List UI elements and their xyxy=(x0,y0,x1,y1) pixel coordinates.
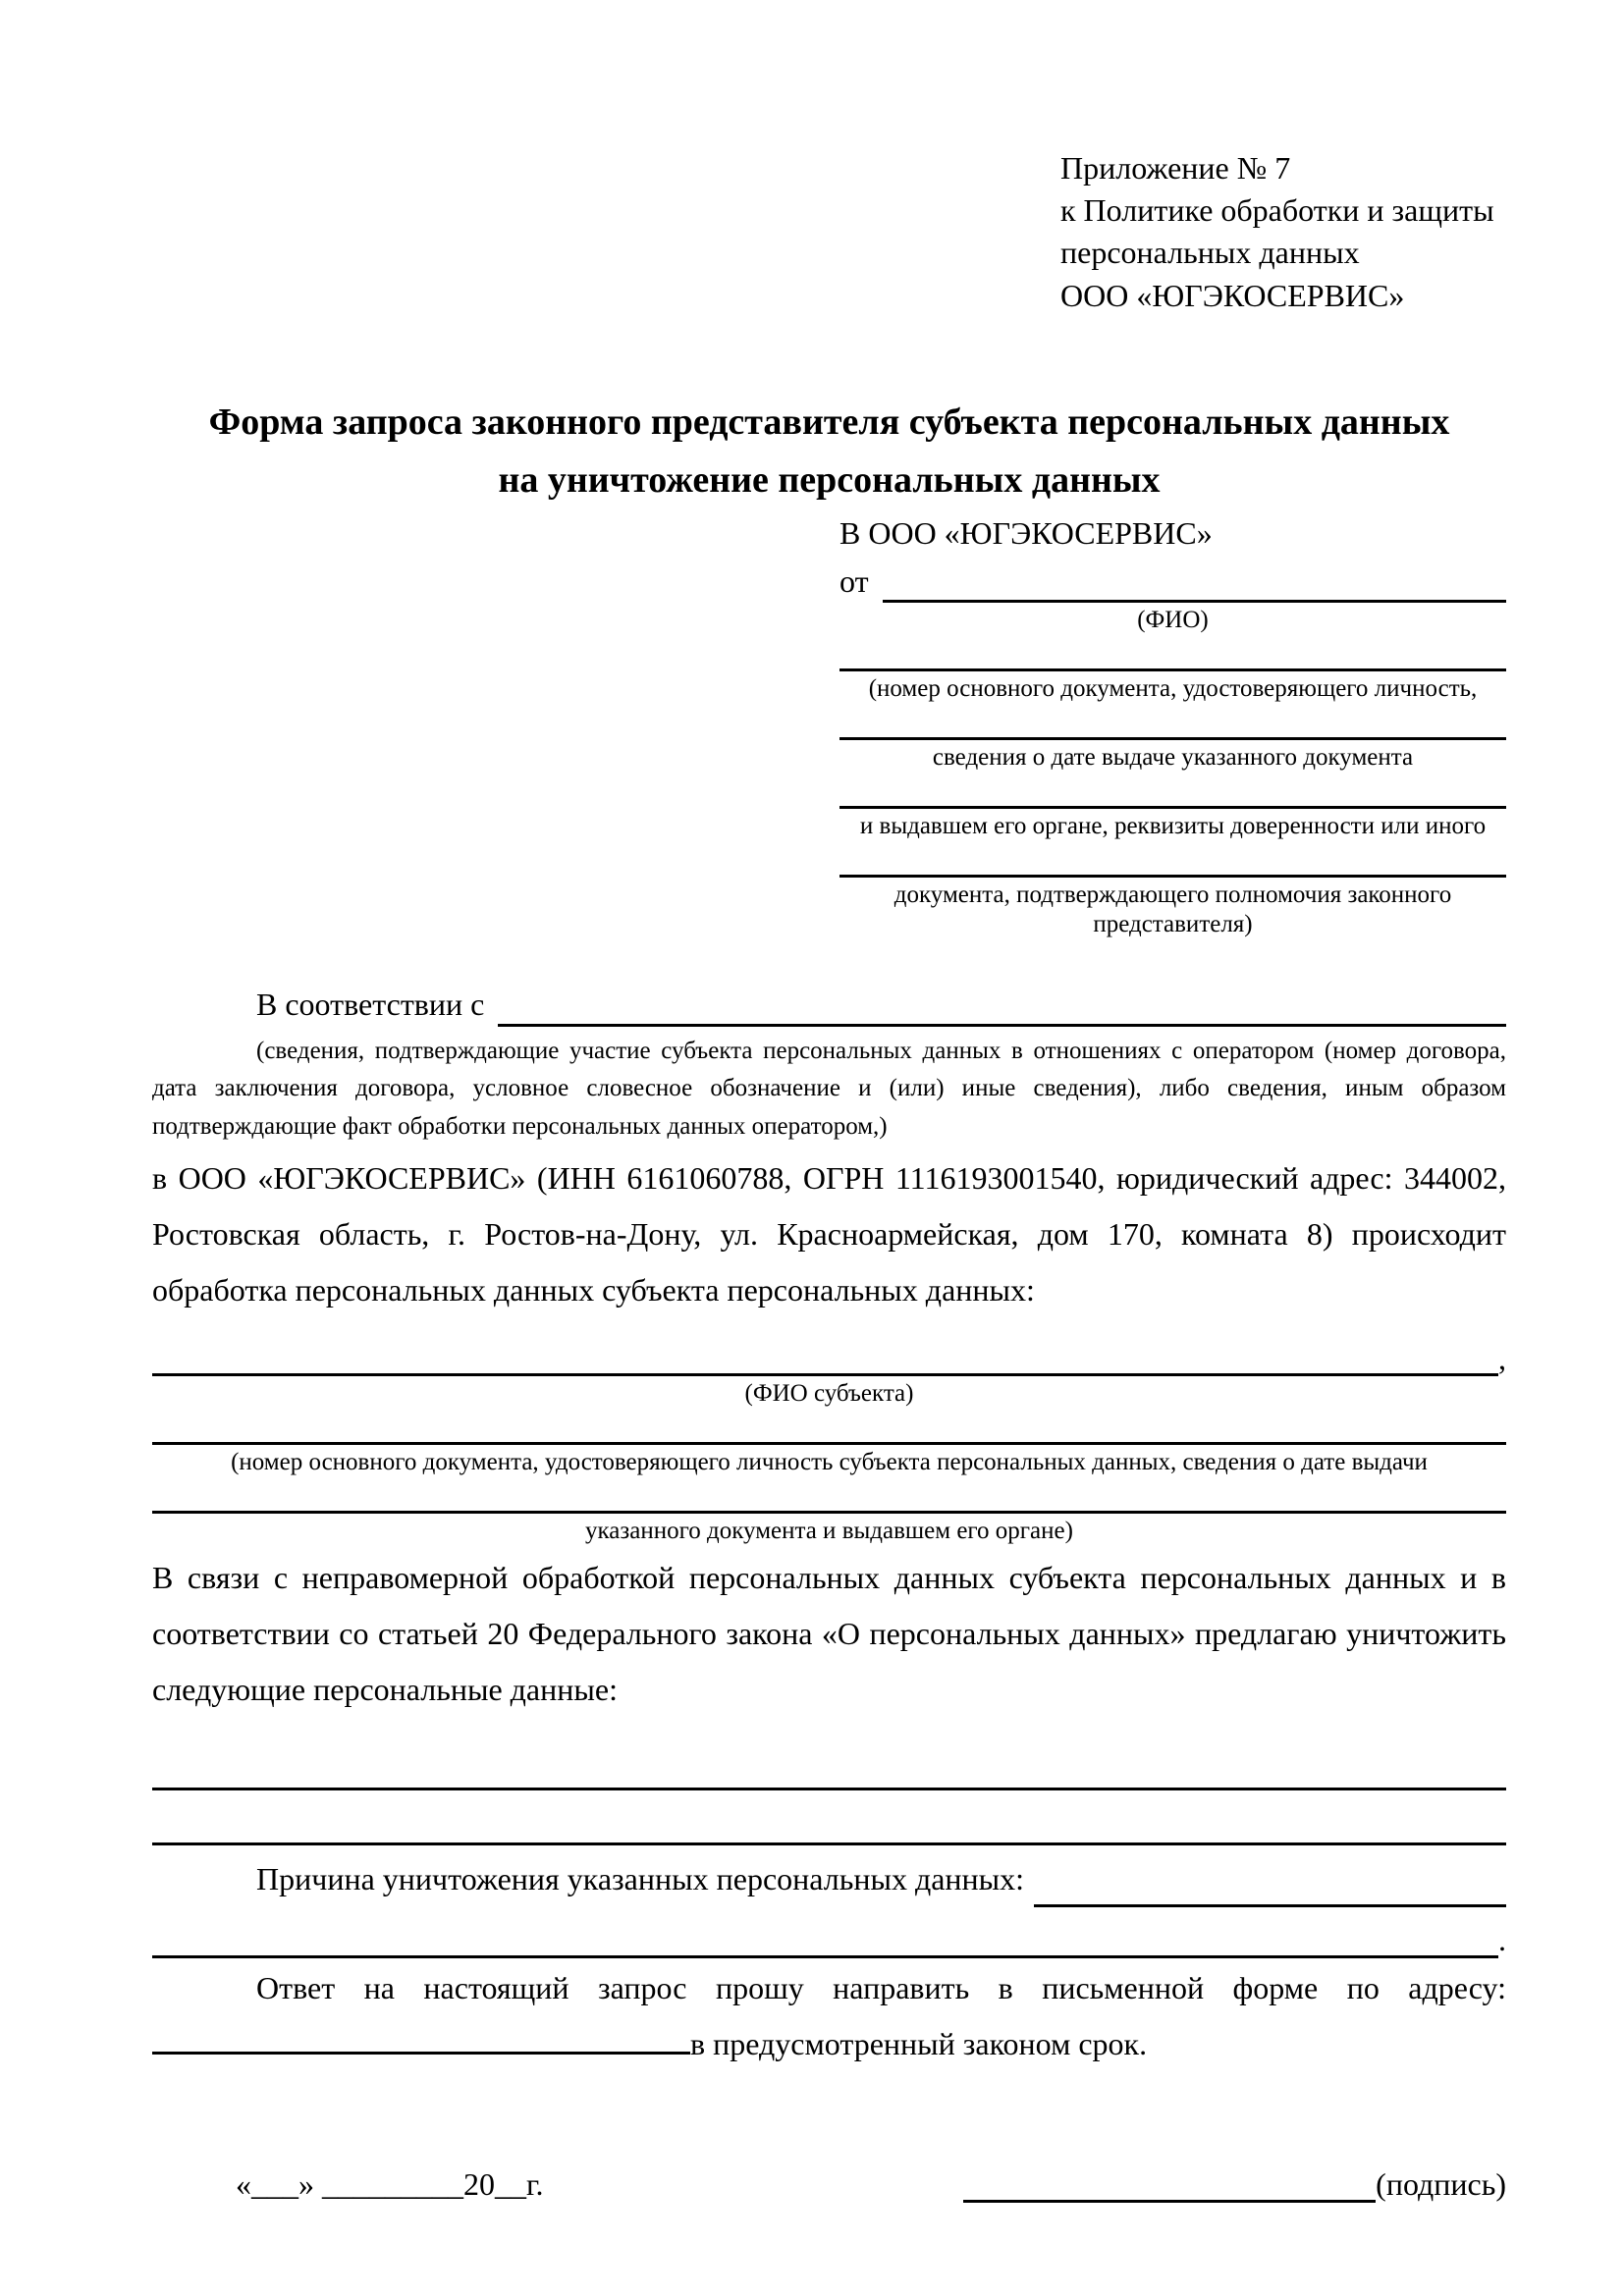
accordance-label: В соответствии с xyxy=(256,986,485,1022)
doc-issue-date-blank-line xyxy=(839,707,1506,740)
data-blank-line-1 xyxy=(152,1741,1506,1790)
doc-powers-blank-line xyxy=(839,844,1506,878)
annex-line: персональных данных xyxy=(1060,235,1360,271)
accordance-caption: (сведения, подтверждающие участие субъекта персональных данных в отношениях с оператором (номер договора, дата заключения договора, условное словесное обозначение и (или) иные сведения), либо сведения, иным образом подтверждающие факт обработки персональных данных оператором,) xyxy=(152,1037,1506,1141)
reply-tail-text: в предусмотренный законом срок. xyxy=(690,2025,1148,2061)
demand-paragraph: В связи с неправомерной обработкой персональных данных субъекта персональных данных и в соответствии со статьей 20 Федерального закона «О персональных данных» предлагаю уничтожить следующие персональные данные: xyxy=(152,1559,1506,1707)
subject-doc-blank-line-2 xyxy=(152,1480,1506,1514)
reason-label: Причина уничтожения указанных персональных данных: xyxy=(256,1860,1025,1896)
signature-group xyxy=(963,2167,1506,2203)
data-blank-line-2 xyxy=(152,1790,1506,1845)
doc-number-blank-line xyxy=(839,638,1506,671)
reason-blank-line-2 xyxy=(152,1955,1498,1958)
reason-period: . xyxy=(1498,1922,1506,1958)
signature-blank-line xyxy=(963,2167,1376,2203)
date-line: «___» _________20__г. xyxy=(236,2165,544,2202)
accordance-blank-line xyxy=(498,1024,1506,1027)
subject-doc-caption-1: (номер основного документа, удостоверяющего личность субъекта персональных данных, сведения о дате выдачи xyxy=(231,1448,1428,1475)
doc-powers-caption: документа, подтверждающего полномочия законного представителя) xyxy=(893,881,1452,937)
annex-line: ООО «ЮГЭКОСЕРВИС» xyxy=(1060,277,1405,313)
addressee-block xyxy=(839,513,1506,939)
from-label: от xyxy=(839,563,869,600)
subject-fio-row xyxy=(152,1342,1506,1376)
doc-issue-date-caption: сведения о дате выдаче указанного документа xyxy=(932,743,1414,771)
doc-authority-caption: и выдавшем его органе, реквизиты доверенности или иного xyxy=(859,812,1487,839)
subject-fio-comma: , xyxy=(1498,1340,1506,1376)
fio-caption: (ФИО) xyxy=(1137,606,1209,633)
subject-doc-blank-line-1 xyxy=(152,1412,1506,1445)
footer-row xyxy=(152,2166,1506,2203)
from-row xyxy=(839,561,1506,603)
annex-line: Приложение № 7 xyxy=(1060,150,1291,186)
annex-header xyxy=(1060,147,1506,317)
operator-paragraph: в ООО «ЮГЭКОСЕРВИС» (ИНН 6161060788, ОГРН 1116193001540, юридический адрес: 344002, Ростовская область, г. Ростов-на-Дону, ул. Красноармейская, дом 170, комната 8) происходит обработка персональных данных субъекта персональных данных: xyxy=(152,1159,1506,1308)
page-title-line-1: Форма запроса законного представителя субъекта персональных данных xyxy=(208,400,1450,443)
reason-blank-line xyxy=(1034,1904,1506,1907)
annex-line: к Политике обработки и защиты xyxy=(1060,192,1494,229)
fio-blank-line xyxy=(883,600,1506,603)
reply-address-blank-line xyxy=(152,2019,690,2055)
doc-authority-blank-line xyxy=(839,775,1506,809)
signature-caption: (подпись) xyxy=(1376,2166,1506,2203)
subject-doc-caption-2: указанного документа и выдавшем его органе) xyxy=(585,1517,1073,1544)
accordance-row xyxy=(152,983,1506,1027)
reply-paragraph-line-2 xyxy=(152,2016,1506,2072)
page-title-line-2: на уничтожение персональных данных xyxy=(498,458,1161,501)
reply-paragraph-line-1: Ответ на настоящий запрос прошу направить в письменной форме по адресу: xyxy=(256,1969,1506,2005)
reason-row xyxy=(152,1851,1506,1907)
addressee-to: В ООО «ЮГЭКОСЕРВИС» xyxy=(839,514,1213,551)
doc-number-caption: (номер основного документа, удостоверяющего личность, xyxy=(868,674,1478,702)
page-title xyxy=(152,394,1506,509)
reason-continuation-row xyxy=(152,1907,1506,1958)
subject-fio-caption: (ФИО субъекта) xyxy=(744,1379,914,1407)
subject-fio-blank-line xyxy=(152,1373,1498,1376)
